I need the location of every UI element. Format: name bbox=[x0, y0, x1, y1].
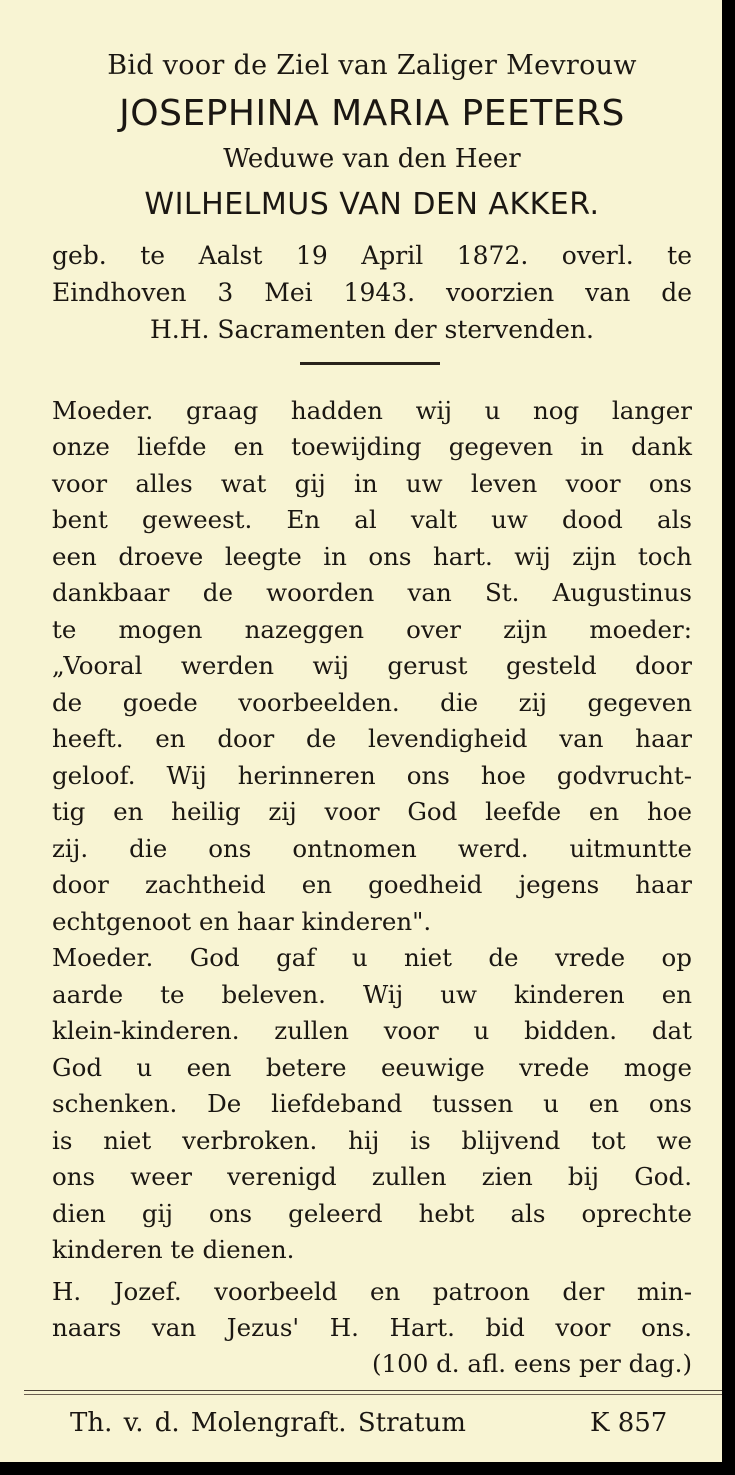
text-line: zij. die ons ontnomen werd. uitmuntte bbox=[52, 834, 692, 863]
prayer-line: H. Jozef. voorbeeld en patroon der min- bbox=[52, 1277, 692, 1306]
text-line: ons weer verenigd zullen zien bij God. bbox=[52, 1162, 692, 1191]
text-line: dankbaar de woorden van St. Augustinus bbox=[52, 578, 692, 607]
text-line: dien gij ons geleerd hebt als oprechte bbox=[52, 1199, 692, 1228]
text-line: te mogen nazeggen over zijn moeder: bbox=[52, 615, 692, 644]
dates-line: geb. te Aalst 19 April 1872. overl. te bbox=[52, 241, 692, 270]
prayer-line: naars van Jezus' H. Hart. bid voor ons. bbox=[52, 1313, 692, 1342]
text-line: de goede voorbeelden. die zij gegeven bbox=[52, 688, 692, 717]
text-line: klein-kinderen. zullen voor u bidden. dat bbox=[52, 1016, 692, 1045]
printer-code: K 857 bbox=[590, 1408, 668, 1438]
text-line: schenken. De liefdeband tussen u en ons bbox=[52, 1089, 692, 1118]
text-line: voor alles wat gij in uw leven voor ons bbox=[52, 469, 692, 498]
text-line: door zachtheid en goedheid jegens haar bbox=[52, 870, 692, 899]
text-line: heeft. en door de levendigheid van haar bbox=[52, 724, 692, 753]
text-line: echtgenoot en haar kinderen". bbox=[52, 907, 432, 936]
prayer-intro: Bid voor de Ziel van Zaliger Mevrouw bbox=[107, 50, 637, 81]
scan-border-bottom bbox=[0, 1462, 735, 1475]
text-line: een droeve leegte in ons hart. wij zijn toch bbox=[52, 542, 692, 571]
dates-line: Eindhoven 3 Mei 1943. voorzien van de bbox=[52, 278, 692, 307]
text-line: geloof. Wij herinneren ons hoe godvrucht- bbox=[52, 761, 692, 790]
text-line: bent geweest. En al valt uw dood als bbox=[52, 505, 692, 534]
text-line: tig en heilig zij voor God leefde en hoe bbox=[52, 797, 692, 826]
scan-border-right bbox=[722, 0, 735, 1475]
dates-line: H.H. Sacramenten der stervenden. bbox=[149, 315, 594, 344]
text-line: kinderen te dienen. bbox=[52, 1235, 295, 1264]
footer-rule bbox=[24, 1390, 722, 1395]
deceased-name: JOSEPHINA MARIA PEETERS bbox=[119, 93, 625, 134]
text-line: is niet verbroken. hij is blijvend tot we bbox=[52, 1126, 692, 1155]
indulgence-note: (100 d. afl. eens per dag.) bbox=[371, 1349, 692, 1378]
widow-of-line: Weduwe van den Heer bbox=[223, 144, 521, 174]
text-line: aarde te beleven. Wij uw kinderen en bbox=[52, 980, 692, 1009]
text-line: Moeder. graag hadden wij u nog langer bbox=[52, 396, 692, 425]
text-line: God u een betere eeuwige vrede moge bbox=[52, 1053, 692, 1082]
divider-line bbox=[300, 362, 440, 365]
husband-name: WILHELMUS VAN DEN AKKER. bbox=[144, 187, 600, 222]
text-line: onze liefde en toewijding gegeven in dank bbox=[52, 432, 692, 461]
printer-name: Th. v. d. Molengraft. Stratum bbox=[70, 1408, 466, 1438]
text-line: „Vooral werden wij gerust gesteld door bbox=[52, 651, 692, 680]
text-line: Moeder. God gaf u niet de vrede op bbox=[52, 943, 692, 972]
